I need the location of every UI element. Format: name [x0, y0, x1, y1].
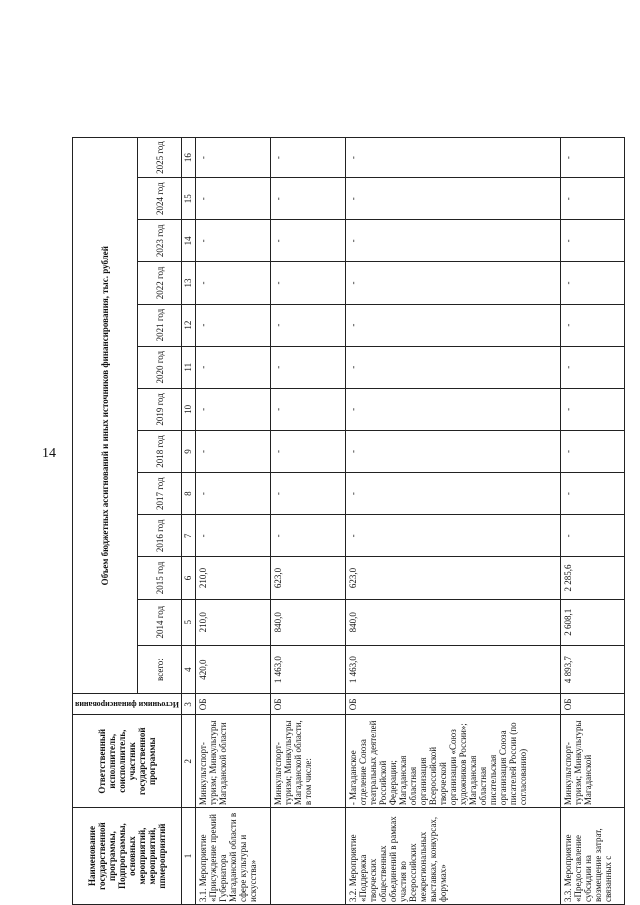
table-row: [271, 138, 346, 905]
col-number: 6: [181, 557, 195, 599]
header-year: 2014 год: [138, 599, 182, 645]
row-value: -: [195, 262, 270, 304]
row-value: -: [271, 473, 346, 515]
row-value: -: [346, 430, 561, 472]
header-year: 2017 год: [138, 473, 182, 515]
row-total: 4 893,7: [560, 645, 624, 693]
row-value: -: [560, 262, 624, 304]
row-source: ОБ: [560, 694, 624, 715]
row-value: -: [560, 515, 624, 557]
row-total: 1 463,0: [271, 645, 346, 693]
col-number: 13: [181, 262, 195, 304]
col-number: 5: [181, 599, 195, 645]
row-value: 2 608,1: [560, 599, 624, 645]
row-value: -: [346, 304, 561, 346]
row-value: -: [346, 388, 561, 430]
row-source: ОБ: [195, 694, 270, 715]
row-value: -: [271, 262, 346, 304]
col-number: 11: [181, 346, 195, 388]
header-year: 2015 год: [138, 557, 182, 599]
col-number: 4: [181, 645, 195, 693]
header-year: 2023 год: [138, 220, 182, 262]
row-value: -: [346, 138, 561, 178]
row-value: -: [271, 430, 346, 472]
row-total: 420,0: [195, 645, 270, 693]
header-executor: Ответственный исполнитель, соисполнитель, участник государственной программы: [73, 715, 182, 808]
row-value: 210,0: [195, 557, 270, 599]
row-source: ОБ: [346, 694, 561, 715]
row-name: 3.3. Мероприятие «Предоставление субсидии на возмещение затрат, связанных с: [560, 808, 624, 905]
col-number: 1: [181, 808, 195, 905]
header-year: 2016 год: [138, 515, 182, 557]
header-funding: Объем бюджетных ассигнований и иных источников финансирования, тыс. рублей: [73, 138, 138, 694]
row-value: -: [195, 304, 270, 346]
row-value: -: [195, 138, 270, 178]
row-value: -: [346, 178, 561, 220]
row-name: [271, 808, 346, 905]
row-value: -: [271, 515, 346, 557]
row-value: -: [560, 220, 624, 262]
row-value: -: [195, 178, 270, 220]
table-row: [195, 138, 270, 905]
header-source-text: Источники финансирования: [75, 700, 179, 710]
budget-table-rotated: [72, 137, 616, 905]
row-value: -: [560, 304, 624, 346]
header-source: [73, 694, 182, 715]
row-value: -: [271, 346, 346, 388]
table-row: [346, 138, 561, 905]
col-number: 14: [181, 220, 195, 262]
row-value: 623,0: [271, 557, 346, 599]
row-value: -: [195, 515, 270, 557]
header-year: 2020 год: [138, 346, 182, 388]
table-row: [560, 138, 624, 905]
row-value: -: [271, 304, 346, 346]
col-number: 12: [181, 304, 195, 346]
header-year: 2018 год: [138, 430, 182, 472]
row-value: -: [271, 178, 346, 220]
row-value: 210,0: [195, 599, 270, 645]
row-value: -: [560, 473, 624, 515]
header-year: 2021 год: [138, 304, 182, 346]
header-name: Наименование государственной программы, Подпрограммы, основных мероприятий, мероприятий, ппмероприятий: [73, 808, 182, 905]
row-value: 2 285,6: [560, 557, 624, 599]
col-number: 10: [181, 388, 195, 430]
row-value: -: [195, 220, 270, 262]
col-number: 8: [181, 473, 195, 515]
row-value: -: [195, 388, 270, 430]
row-value: -: [346, 515, 561, 557]
row-value: 840,0: [271, 599, 346, 645]
page-number: 14: [42, 446, 56, 461]
row-value: -: [346, 220, 561, 262]
row-executor: Минкультспорт-туризм; Минкультуры Магаданской: [560, 715, 624, 808]
row-value: -: [560, 178, 624, 220]
row-source: ОБ: [271, 694, 346, 715]
row-value: 623,0: [346, 557, 561, 599]
col-number: 16: [181, 138, 195, 178]
col-number: 3: [181, 694, 195, 715]
col-number: 2: [181, 715, 195, 808]
row-value: -: [560, 388, 624, 430]
row-value: -: [346, 262, 561, 304]
row-value: -: [560, 430, 624, 472]
row-value: -: [195, 346, 270, 388]
row-value: -: [271, 388, 346, 430]
col-number: 9: [181, 430, 195, 472]
row-value: -: [560, 346, 624, 388]
row-executor: - Магаданское отделение Союза театральных деятелей Российской Федерации; Магаданская областная организация Всероссийской творческой организации «Союз художников России»; Магаданская областная писательская организация Союза писателей России (по согласованию): [346, 715, 561, 808]
row-name: 3.1. Мероприятие «Присуждение премий Губернатора Магаданской области в сфере культуры и искусства»: [195, 808, 270, 905]
header-year: 2022 год: [138, 262, 182, 304]
row-name: 3.2. Мероприятие «Поддержка творческих общественных объединений в рамках участия во Всероссийских межрегиональных выставках, конкурсах, форумах»: [346, 808, 561, 905]
row-value: -: [560, 138, 624, 178]
col-number: 7: [181, 515, 195, 557]
row-value: -: [195, 430, 270, 472]
row-value: -: [271, 138, 346, 178]
row-value: -: [195, 473, 270, 515]
row-executor: Минкультспорт-туризм; Минкультуры Магаданской области, в том числе:: [271, 715, 346, 808]
row-total: 1 463,0: [346, 645, 561, 693]
header-year: 2019 год: [138, 388, 182, 430]
budget-table: [72, 137, 625, 905]
row-value: 840,0: [346, 599, 561, 645]
header-total: всего:: [138, 645, 182, 693]
header-year: 2025 год: [138, 138, 182, 178]
header-year: 2024 год: [138, 178, 182, 220]
row-value: -: [271, 220, 346, 262]
col-number: 15: [181, 178, 195, 220]
row-value: -: [346, 346, 561, 388]
row-value: -: [346, 473, 561, 515]
row-executor: Минкультспорт-туризм; Минкультуры Магаданской области: [195, 715, 270, 808]
